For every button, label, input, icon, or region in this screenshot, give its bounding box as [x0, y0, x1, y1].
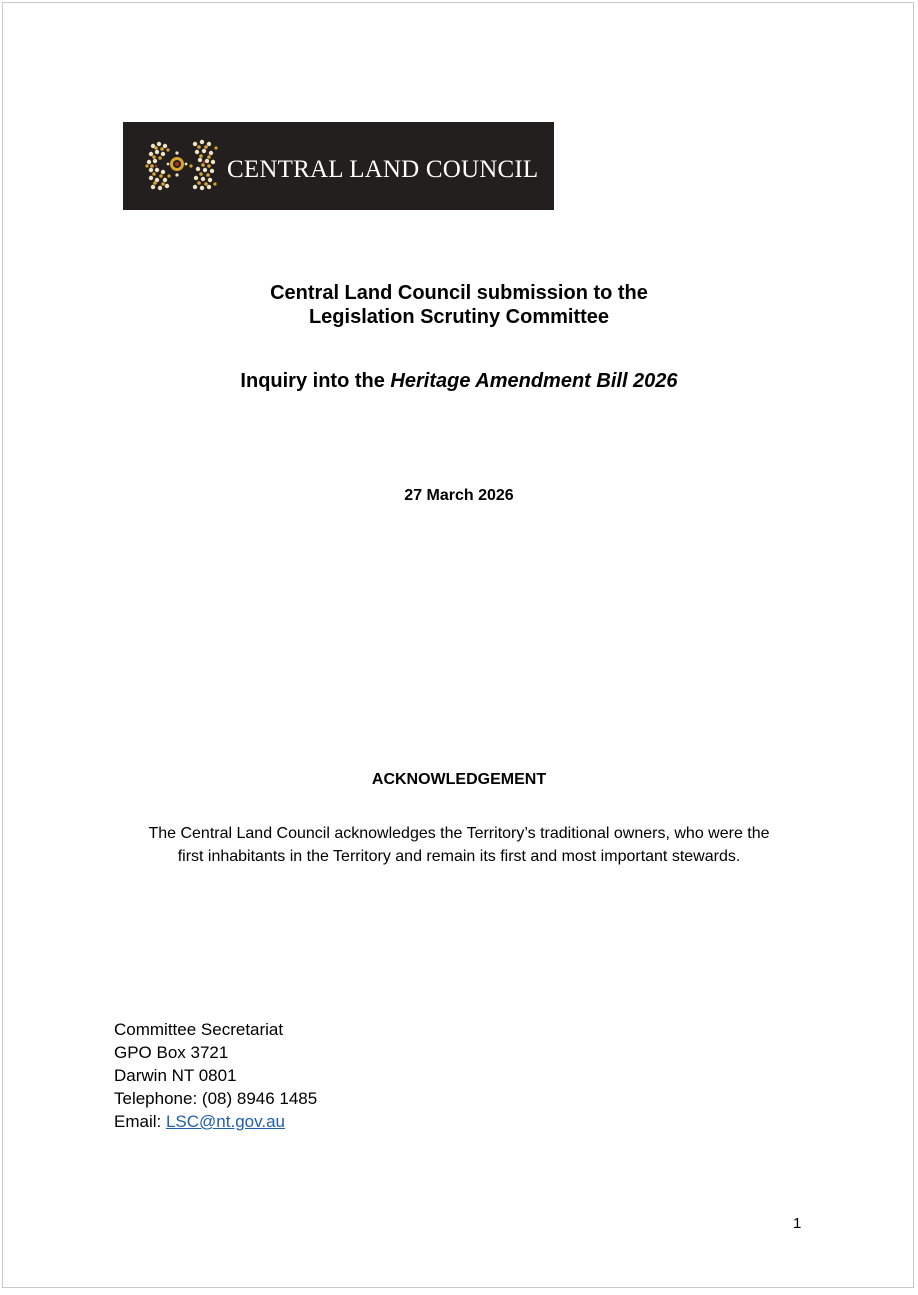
- email-link[interactable]: LSC@nt.gov.au: [165, 1112, 285, 1131]
- acknowledgement-line-1: The Central Land Council acknowledges the Territory’s traditional owners, who were the: [148, 825, 770, 842]
- logo-wordmark: CENTRAL LAND COUNCIL: [227, 156, 539, 183]
- email-label: Email:: [114, 1112, 166, 1131]
- inquiry-subtitle: [0, 368, 918, 394]
- subtitle-prefix: Inquiry into the: [240, 370, 391, 392]
- address-line-3: Darwin NT 0801: [114, 1066, 237, 1085]
- document-title: [0, 281, 918, 329]
- submission-date: 27 March 2026: [404, 487, 514, 504]
- email-line: [114, 1110, 317, 1133]
- title-line-2: Legislation Scrutiny Committee: [308, 306, 610, 328]
- address-line-1: Committee Secretariat: [114, 1020, 284, 1039]
- title-line-1: Central Land Council submission to the: [270, 282, 648, 304]
- address-line-2: GPO Box 3721: [114, 1043, 229, 1062]
- bill-name: Heritage Amendment Bill 2026: [390, 370, 678, 392]
- page-number: 1: [793, 1215, 802, 1232]
- central-land-council-logo: [123, 122, 554, 210]
- acknowledgement-line-2: first inhabitants in the Territory and remain its first and most important stewards.: [177, 848, 741, 865]
- telephone: Telephone: (08) 8946 1485: [114, 1089, 318, 1108]
- acknowledgement-heading: ACKNOWLEDGEMENT: [371, 771, 547, 788]
- aboriginal-dot-art-icon: [143, 136, 219, 196]
- acknowledgement-text: [0, 822, 918, 868]
- contact-address: [114, 1018, 317, 1133]
